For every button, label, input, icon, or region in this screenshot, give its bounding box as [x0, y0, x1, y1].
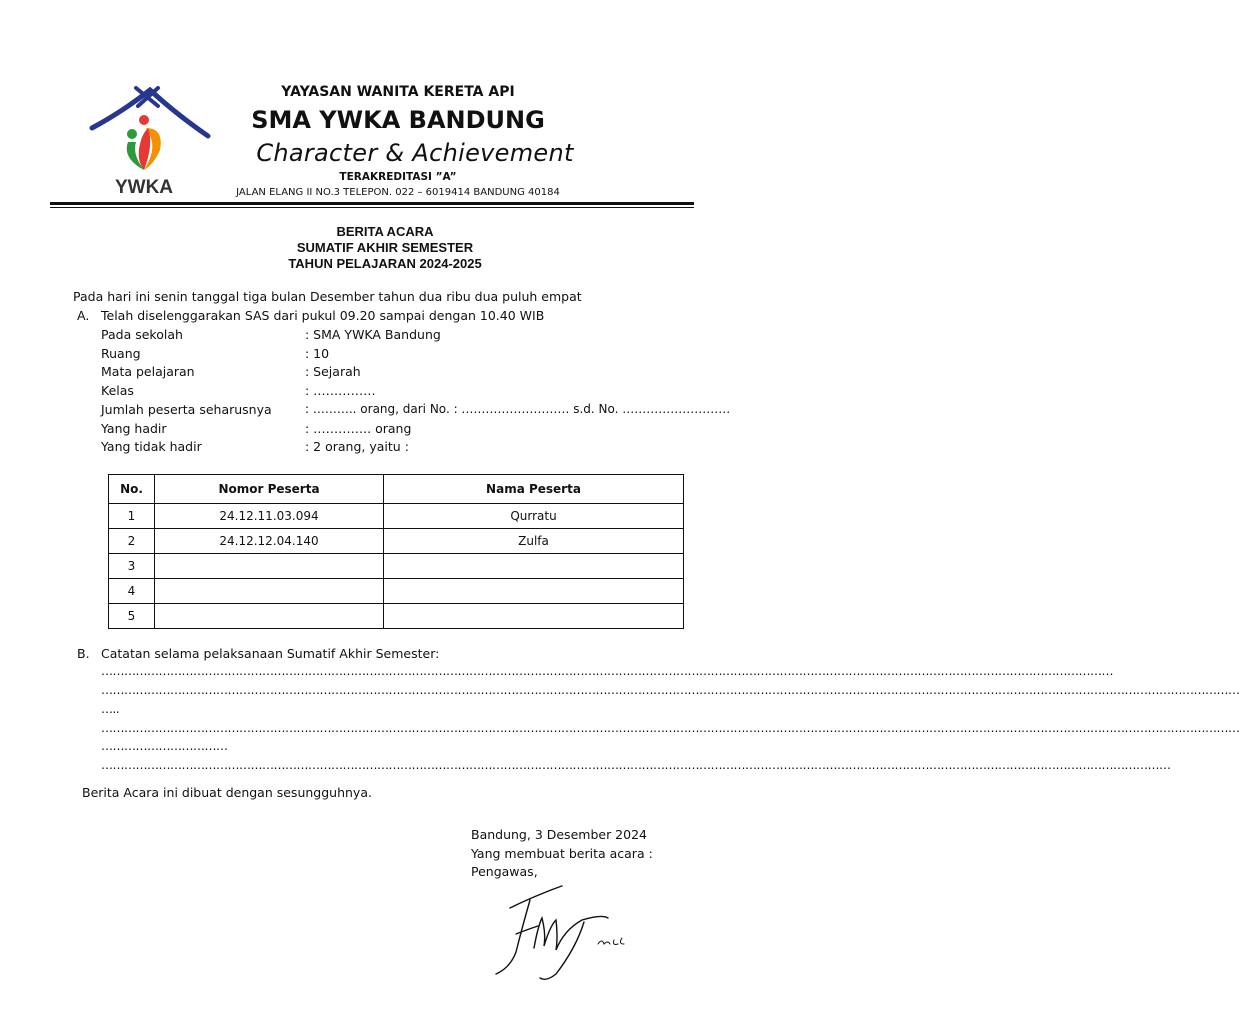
notes-line: ……………………………………………………………………………………………………………………………………………………………………………………………………………………………………………………………………… [101, 683, 1240, 697]
notes-line: ………………………………………………………………………………………………………………………………………………………………………………………………………………………………………… [101, 664, 1113, 678]
field-value-expected: : ……….. orang, dari No. : ……………………… s.d. No. ……………………… [305, 402, 731, 416]
section-b-marker: B. [77, 646, 90, 661]
table-cell-number [155, 554, 384, 579]
table-row [109, 529, 684, 554]
table-row [109, 554, 684, 579]
absent-participants-table [108, 474, 684, 629]
table-header-no: No. [109, 475, 155, 504]
table-cell-number [155, 579, 384, 604]
table-header-row [109, 475, 684, 504]
closing-statement: Berita Acara ini dibuat dengan sesungguhnya. [82, 785, 372, 800]
table-row [109, 504, 684, 529]
section-b-text: Catatan selama pelaksanaan Sumatif Akhir Semester: [101, 646, 440, 661]
table-cell-name: Qurratu [384, 504, 684, 529]
field-value-room: : 10 [305, 346, 330, 361]
field-label-school: Pada sekolah [101, 327, 183, 342]
notes-line: ……………………………………………………………………………………………………………………………………………………………………………………………………………………………………………………… [101, 758, 1171, 772]
table-cell-no: 4 [109, 579, 155, 604]
notes-line: …………………………… [101, 739, 228, 753]
field-value-subject: : Sejarah [305, 364, 361, 379]
table-header-name: Nama Peserta [384, 475, 684, 504]
table-cell-no: 5 [109, 604, 155, 629]
table-row [109, 579, 684, 604]
table-cell-name [384, 554, 684, 579]
school-name: SMA YWKA BANDUNG [251, 106, 545, 134]
table-row [109, 604, 684, 629]
table-cell-no: 3 [109, 554, 155, 579]
table-cell-name: Zulfa [384, 529, 684, 554]
field-label-room: Ruang [101, 346, 141, 361]
ywka-logo [88, 84, 212, 200]
table-cell-name [384, 579, 684, 604]
table-cell-no: 2 [109, 529, 155, 554]
notes-line: ….. [101, 702, 120, 716]
school-tagline: Character & Achievement [256, 139, 574, 167]
table-cell-number [155, 604, 384, 629]
foundation-name: YAYASAN WANITA KERETA API [281, 84, 515, 100]
table-header-number: Nomor Peserta [155, 475, 384, 504]
header-divider-thick [50, 202, 694, 205]
field-value-school: : SMA YWKA Bandung [305, 327, 441, 342]
field-label-present: Yang hadir [101, 421, 167, 436]
signature-role: Pengawas, [471, 864, 538, 879]
table-cell-name [384, 604, 684, 629]
header-divider-thin [50, 207, 694, 208]
doc-title-line1: BERITA ACARA [336, 224, 434, 239]
section-a-text: Telah diselenggarakan SAS dari pukul 09.20 sampai dengan 10.40 WIB [101, 308, 545, 323]
handwritten-signature [486, 878, 636, 988]
logo-head-red [139, 115, 149, 125]
table-cell-number: 24.12.12.04.140 [155, 529, 384, 554]
field-label-expected: Jumlah peserta seharusnya [101, 402, 272, 417]
logo-head-green [127, 129, 137, 139]
intro-text: Pada hari ini senin tanggal tiga bulan Desember tahun dua ribu dua puluh empat [73, 289, 582, 304]
field-label-absent: Yang tidak hadir [101, 439, 202, 454]
doc-title-line2: SUMATIF AKHIR SEMESTER [296, 240, 474, 255]
signature-maker: Yang membuat berita acara : [471, 846, 653, 861]
logo-text: YWKA [114, 177, 174, 198]
field-label-class: Kelas [101, 383, 134, 398]
doc-title-line3: TAHUN PELAJARAN 2024-2025 [288, 256, 482, 271]
field-value-absent: : 2 orang, yaitu : [305, 439, 409, 454]
section-a-marker: A. [77, 308, 90, 323]
table-cell-no: 1 [109, 504, 155, 529]
accreditation: TERAKREDITASI ”A” [339, 171, 457, 183]
field-value-present: : ………….. orang [305, 421, 412, 436]
notes-line: ……………………………………………………………………………………………………………………………………………………………………………………………………………………………………………………………………… [101, 721, 1240, 735]
signature-place-date: Bandung, 3 Desember 2024 [471, 827, 647, 842]
field-value-class: : …………… [305, 383, 376, 398]
school-address: JALAN ELANG II NO.3 TELEPON. 022 – 6019414 BANDUNG 40184 [236, 187, 560, 198]
field-label-subject: Mata pelajaran [101, 364, 195, 379]
table-cell-number: 24.12.11.03.094 [155, 504, 384, 529]
